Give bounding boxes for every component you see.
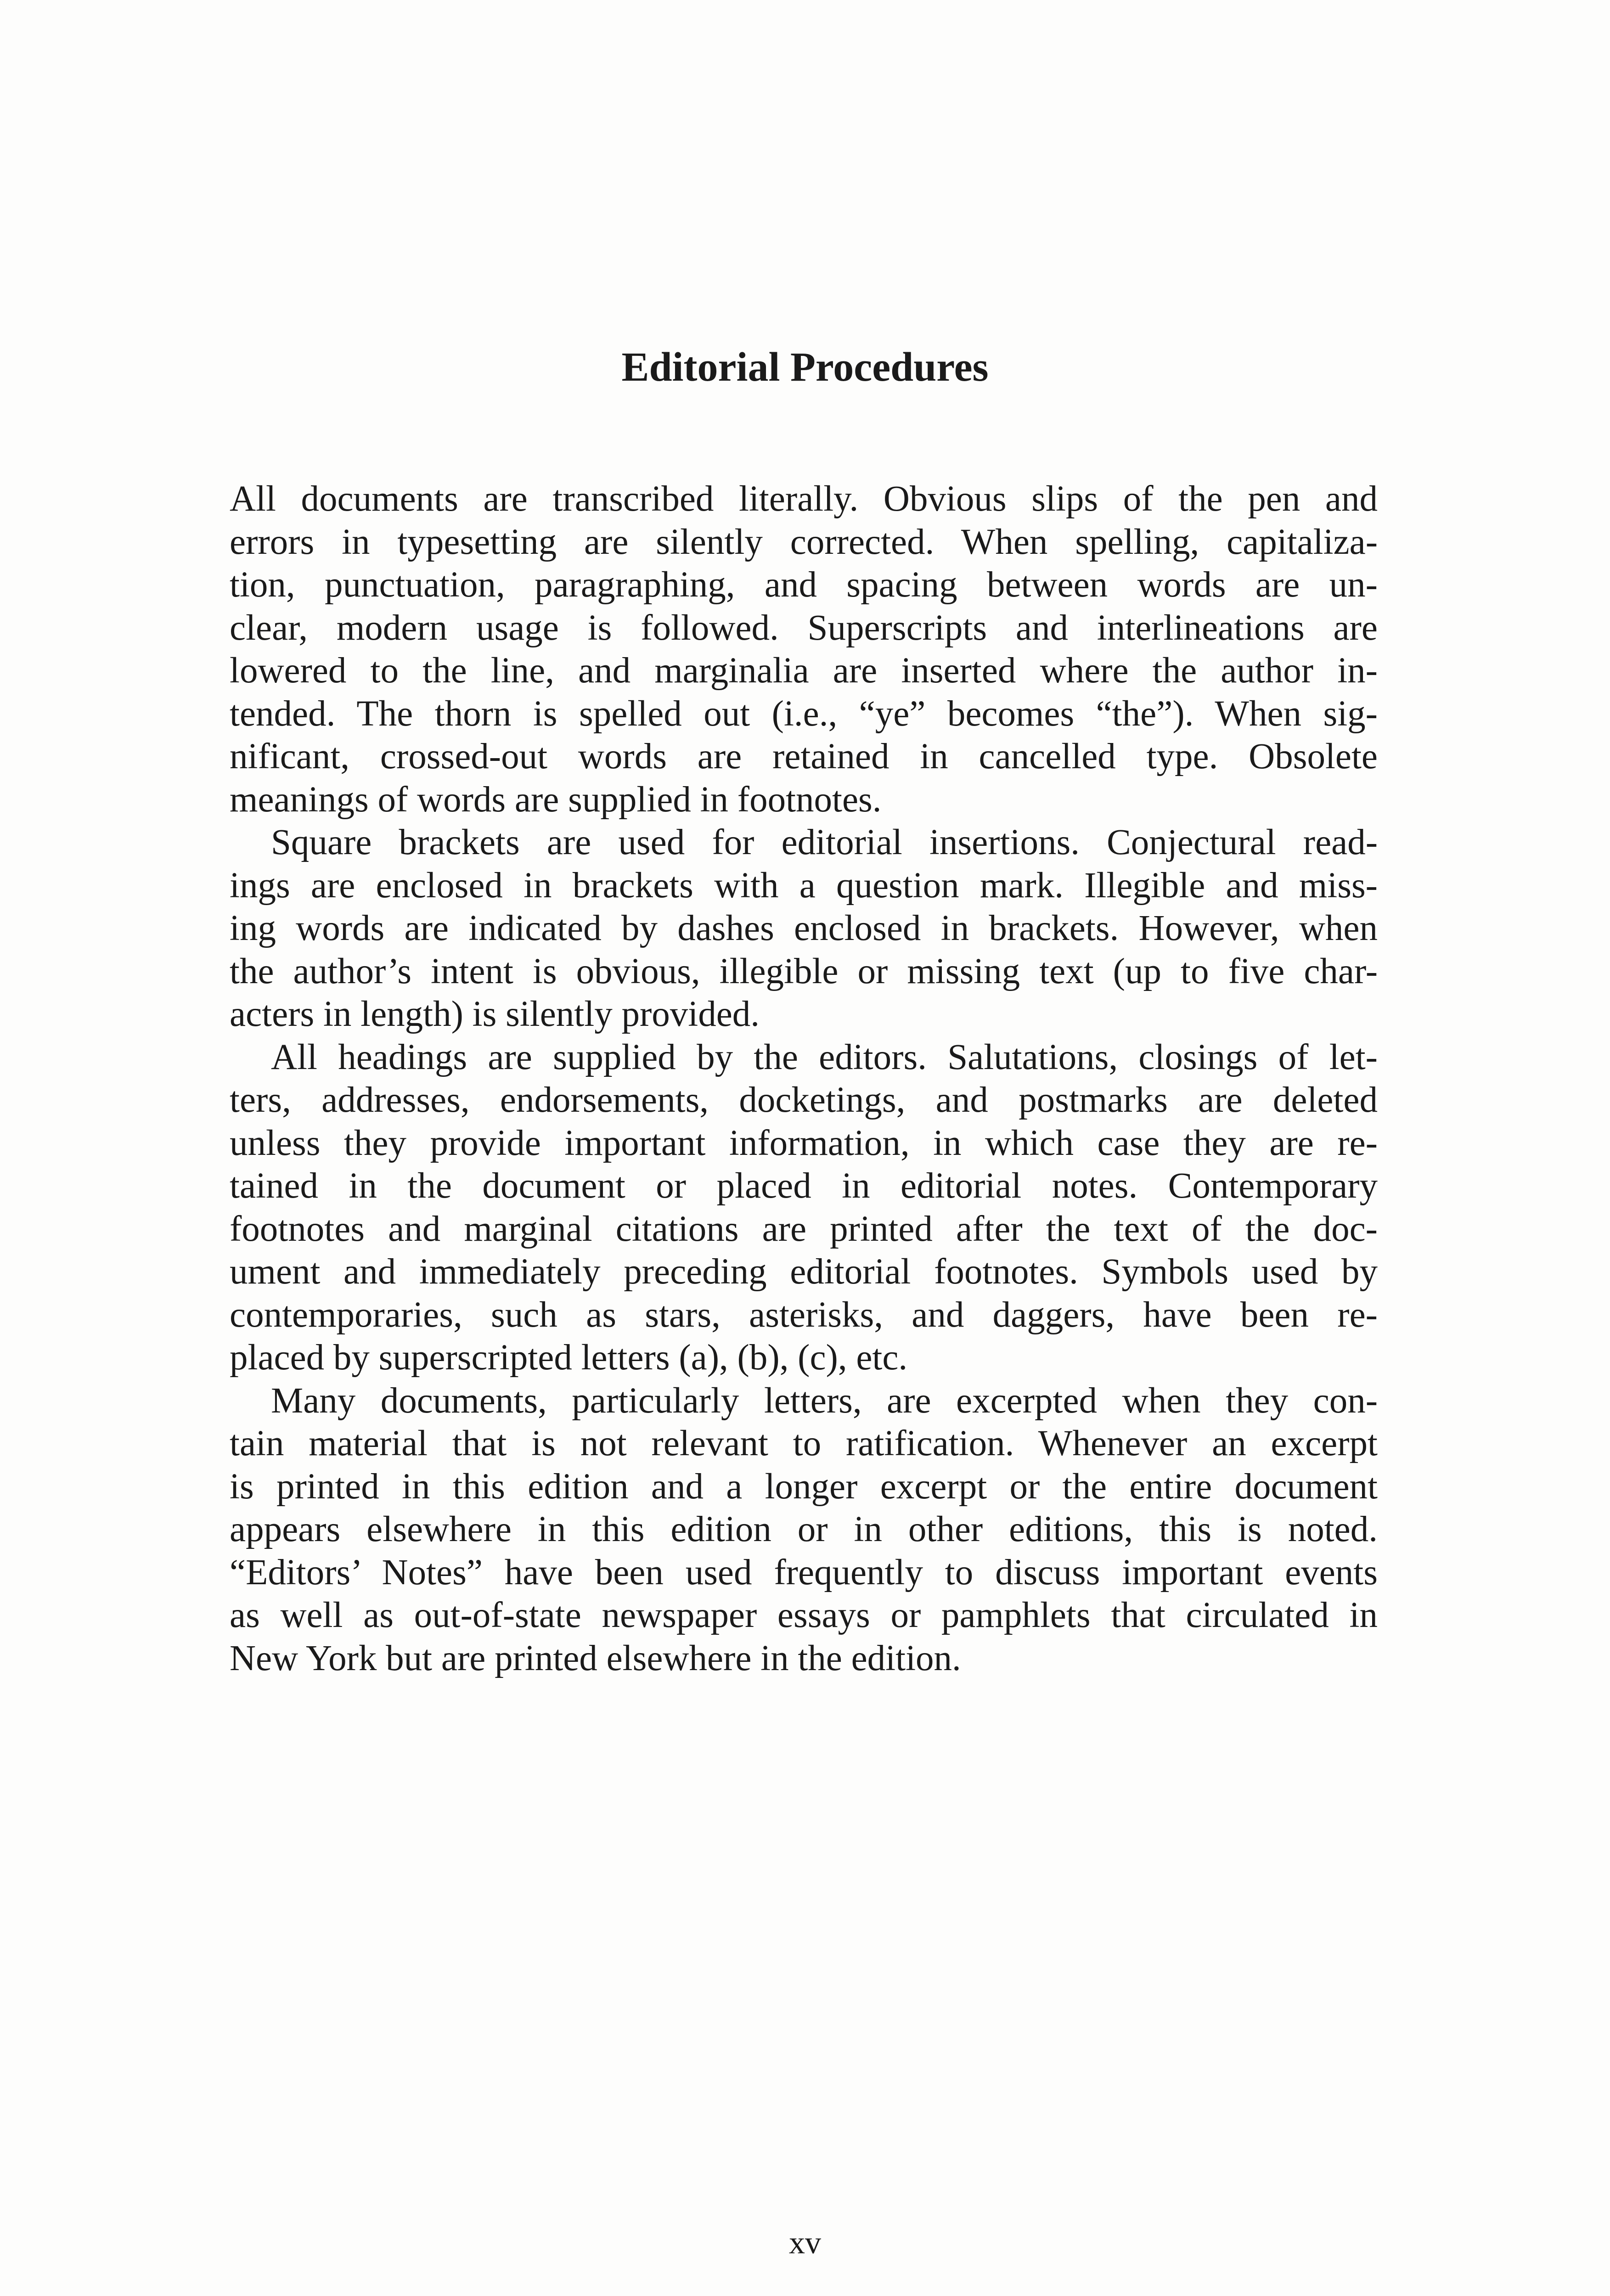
text-line: footnotes and marginal citations are printed after the text of the doc-	[230, 1209, 1378, 1249]
text-line: the author’s intent is obvious, illegible or missing text (up to five char-	[230, 951, 1378, 991]
text-line: contemporaries, such as stars, asterisks, and daggers, have been re-	[230, 1294, 1378, 1335]
body-text	[230, 478, 1378, 1680]
text-line: ters, addresses, endorsements, docketings, and postmarks are deleted	[230, 1080, 1378, 1120]
text-line: tion, punctuation, paragraphing, and spacing between words are un-	[230, 565, 1378, 605]
text-line: New York but are printed elsewhere in the edition.	[230, 1638, 961, 1678]
text-line: is printed in this edition and a longer excerpt or the entire document	[230, 1466, 1378, 1507]
text-line: nificant, crossed-out words are retained in cancelled type. Obsolete	[230, 737, 1378, 777]
text-line: unless they provide important information, in which case they are re-	[230, 1123, 1378, 1163]
paragraph-1	[230, 478, 1378, 821]
text-line: ument and immediately preceding editorial footnotes. Symbols used by	[230, 1252, 1378, 1292]
text-line: ings are enclosed in brackets with a question mark. Illegible and miss-	[230, 865, 1378, 906]
paragraph-3	[230, 1036, 1378, 1379]
text-line: appears elsewhere in this edition or in other editions, this is noted.	[230, 1509, 1378, 1549]
text-line: All documents are transcribed literally. Obvious slips of the pen and	[230, 479, 1378, 519]
paragraph-4	[230, 1379, 1378, 1680]
paragraph-2	[230, 821, 1378, 1036]
text-line: Square brackets are used for editorial insertions. Conjectural read-	[271, 822, 1378, 862]
text-line: errors in typesetting are silently corrected. When spelling, capitaliza-	[230, 522, 1378, 562]
text-line: ing words are indicated by dashes enclosed in brackets. However, when	[230, 908, 1378, 948]
text-line: lowered to the line, and marginalia are inserted where the author in-	[230, 651, 1378, 691]
text-line: clear, modern usage is followed. Superscripts and interlineations are	[230, 608, 1378, 648]
text-line: tended. The thorn is spelled out (i.e., “ye” becomes “the”). When sig-	[230, 693, 1378, 734]
text-line: meanings of words are supplied in footnotes.	[230, 779, 882, 820]
text-line: tain material that is not relevant to ratification. Whenever an excerpt	[230, 1424, 1378, 1463]
text-line: All headings are supplied by the editors. Salutations, closings of let-	[271, 1037, 1378, 1077]
text-line: acters in length) is silently provided.	[230, 994, 760, 1034]
text-line: placed by superscripted letters (a), (b), (c), etc.	[230, 1338, 908, 1378]
text-line: “Editors’ Notes” have been used frequently to discuss important events	[230, 1552, 1378, 1593]
page-title: Editorial Procedures	[621, 344, 989, 390]
text-line: as well as out-of-state newspaper essays or pamphlets that circulated in	[230, 1595, 1378, 1635]
page-number: xv	[789, 2225, 821, 2261]
text-line: Many documents, particularly letters, are excerpted when they con-	[271, 1380, 1378, 1421]
text-line: tained in the document or placed in editorial notes. Contemporary	[230, 1166, 1378, 1206]
